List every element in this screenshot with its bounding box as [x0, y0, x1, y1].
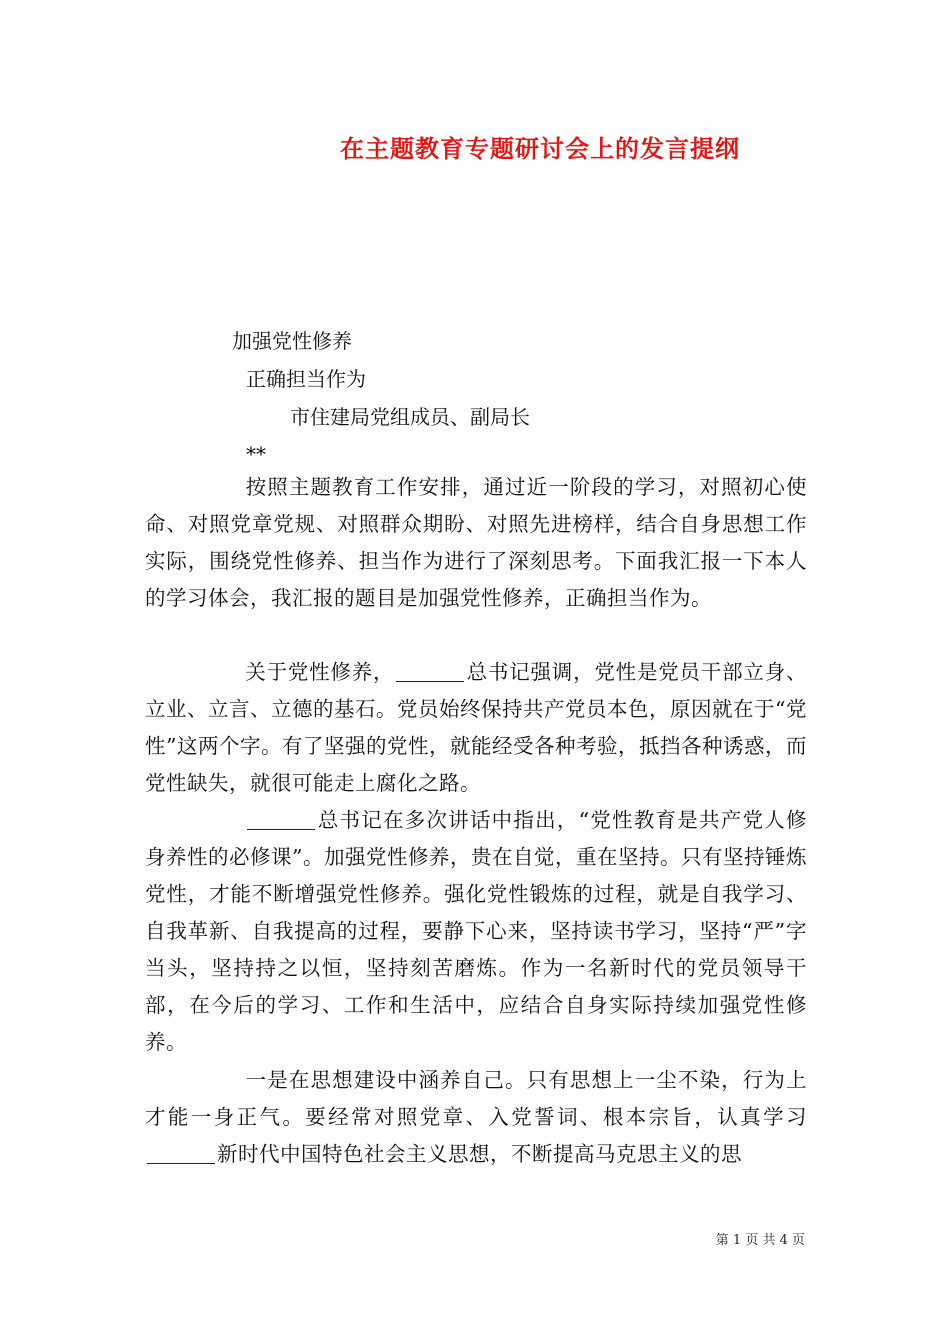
name-blank [147, 1143, 215, 1164]
paragraph-1-text: 按照主题教育工作安排，通过近一阶段的学习，对照初心使命、对照党章党规、对照群众期盼、对照先进榜样，结合自身思想工作实际，围绕党性修养、担当作为进行了深刻思考。下面我汇报一下本人的学习体会，我汇报的题目是加强党性修养，正确担当作为。 [145, 475, 807, 610]
subtitle-line-1: 加强党性修养 [232, 329, 352, 353]
paragraph-2 [145, 654, 807, 802]
subtitle-line-2: 正确担当作为 [246, 367, 366, 391]
name-blank [247, 809, 315, 830]
paragraph-2-text-b: 总书记强调，党性是党员干部立身、立业、立言、立德的基石。党员始终保持共产党员本色，原因就在于“党性”这两个字。有了坚强的党性，就能经受各种考验，抵挡各种诱惑，而党性缺失，就很可能走上腐化之路。 [145, 660, 808, 795]
paragraph-3-text: 总书记在多次讲话中指出，“党性教育是共产党人修身养性的必修课”。加强党性修养，贵在自觉，重在坚持。只有坚持锤炼党性，才能不断增强党性修养。强化党性锻炼的过程，就是自我学习、自我革新、自我提高的过程，要静下心来，坚持读书学习，坚持“严”字当头，坚持持之以恒，坚持刻苦磨炼。作为一名新时代的党员领导干部，在今后的学习、工作和生活中，应结合自身实际持续加强党性修养。 [145, 808, 807, 1054]
page-number: 第 1 页 共 4 页 [715, 1233, 805, 1248]
paragraph-4-text-a: 一是在思想建设中涵养自己。只有思想上一尘不染，行为上才能一身正气。要经常对照党章、入党誓词、根本宗旨，认真学习 [145, 1068, 807, 1129]
name-blank [396, 661, 464, 682]
paragraph-2-text-a: 关于党性修养， [245, 660, 395, 684]
author-name-placeholder: ** [246, 442, 266, 466]
author-position: 市住建局党组成员、副局长 [290, 405, 530, 429]
document-title: 在主题教育专题研讨会上的发言提纲 [340, 134, 740, 163]
paragraph-3 [145, 802, 807, 1061]
paragraph-1 [145, 469, 807, 617]
paragraph-4 [145, 1062, 807, 1173]
paragraph-4-text-b: 新时代中国特色社会主义思想，不断提高马克思主义的思 [217, 1142, 742, 1166]
